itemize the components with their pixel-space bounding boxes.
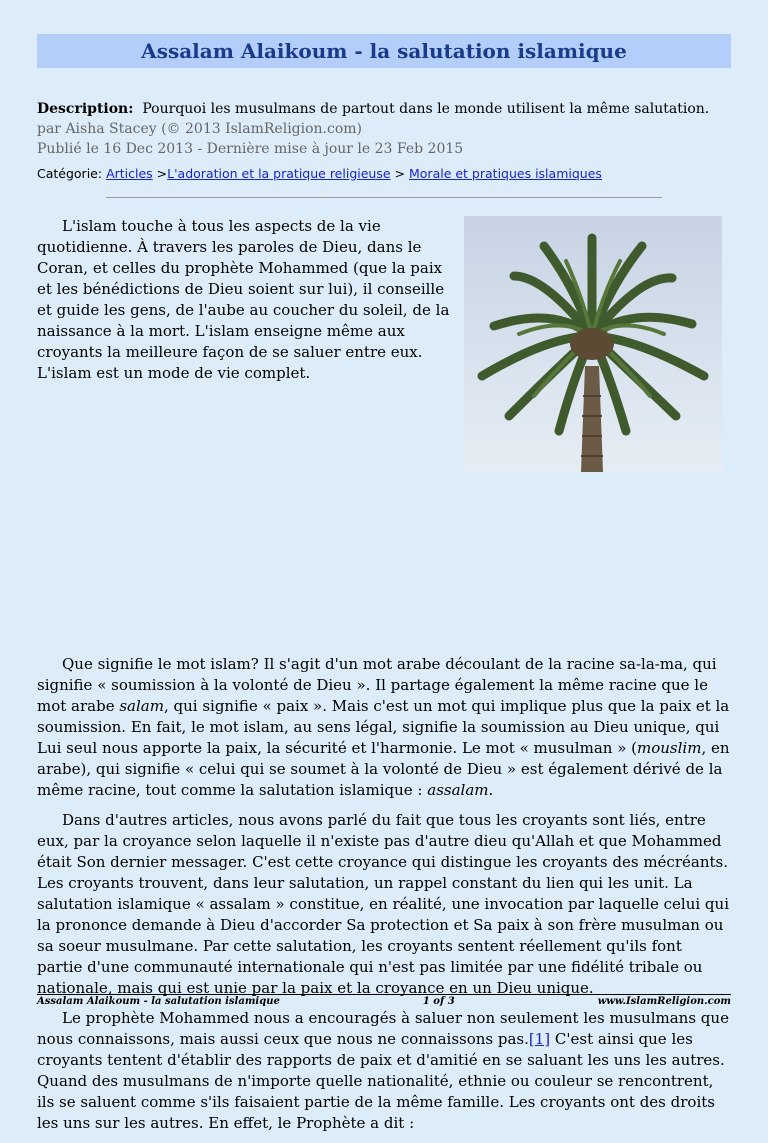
paragraph-2: Que signifie le mot islam? Il s'agit d'un mot arabe découlant de la racine sa-la-ma, qui signifie « soumission à la volonté de Dieu ». Il partage également la même racine que le mot arabe salam, qui signifie « paix ». Mais c'est un mot qui implique plus que la paix et la soumission. En fait, le mot islam, au sens légal, signifie la soumission au Dieu unique, qui Lui seul nous apporte la paix, la sécurité et l'harmonie. Le mot « musulman » (mouslim, en arabe), qui signifie « celui qui se soumet à la volonté de Dieu » est également dérivé de la même racine, tout comme la salutation islamique : assalam. — [37, 655, 730, 799]
paragraph-4: Le prophète Mohammed nous a encouragés à saluer non seulement les musulmans que nous connaissons, mais aussi ceux que nous ne connaissons pas.[1] C'est ainsi que les croyants tentent d'établir des rapports de paix et d'amitié en se saluant les uns les autres. Quand des musulmans de n'importe quelle nationalité, ethnie ou couleur se rencontrent, ils se saluent comme s'ils faisaient partie de la même famille. Les croyants ont des droits les uns sur les autres. En effet, le Prophète a dit : — [37, 1009, 729, 1132]
description-text: Pourquoi les musulmans de partout dans le monde utilisent la même salutation. — [142, 101, 710, 117]
description-label: Description: — [37, 101, 134, 117]
footer-divider — [37, 994, 731, 995]
footer-page-number: 1 of 3 — [422, 996, 455, 1007]
header-divider — [106, 197, 662, 198]
term-salam: salam — [119, 697, 164, 715]
article-meta — [37, 99, 737, 159]
breadcrumb-separator: > — [394, 166, 406, 181]
footer-site: www.IslamReligion.com — [597, 996, 731, 1007]
category-link-articles[interactable]: Articles — [106, 166, 153, 181]
category-label: Catégorie: — [37, 166, 103, 181]
byline: par Aisha Stacey (© 2013 IslamReligion.com) — [37, 121, 363, 137]
category-breadcrumb — [37, 165, 602, 183]
paragraph-1: L'islam touche à tous les aspects de la vie quotidienne. À travers les paroles de Dieu, dans le Coran, et celles du prophète Mohammed (que la paix et les bénédictions de Dieu soient sur lui), il conseille et guide les gens, de l'aube au coucher du soleil, de la naissance à la mort. L'islam enseigne même aux croyants la meilleure façon de se saluer entre eux. L'islam est un mode de vie complet. — [37, 217, 450, 382]
category-link-morale[interactable]: Morale et pratiques islamiques — [409, 166, 602, 181]
paragraph-3: Dans d'autres articles, nous avons parlé du fait que tous les croyants sont liés, entre eux, par la croyance selon laquelle il n'existe pas d'autre dieu qu'Allah et que Mohammed était Son dernier messager. C'est cette croyance qui distingue les croyants des mécréants. Les croyants trouvent, dans leur salutation, un rappel constant du lien qui les unit. La salutation islamique « assalam » constitue, en réalité, une invocation par laquelle celui qui la prononce demande à Dieu d'accorder Sa protection et Sa paix à son frère musulman ou sa soeur musulmane. Par cette salutation, les croyants sentent réellement qu'ils font partie d'une communauté internationale qui n'est pas limitée par une fidélité tribale ou nationale, mais qui est unie par la paix et la croyance en un Dieu unique. — [37, 811, 729, 997]
term-mouslim: mouslim — [637, 739, 702, 757]
page-footer — [37, 996, 731, 1007]
breadcrumb-separator: > — [156, 166, 168, 181]
published-date: Publié le 16 Dec 2013 - Dernière mise à jour le 23 Feb 2015 — [37, 141, 464, 157]
term-assalam: assalam — [427, 781, 489, 799]
title-bar — [37, 34, 731, 68]
description — [37, 99, 737, 119]
category-link-adoration[interactable]: L'adoration et la pratique religieuse — [167, 166, 391, 181]
footnote-link-1[interactable]: [1] — [528, 1030, 551, 1048]
footer-title: Assalam Alaikoum - la salutation islamique — [37, 996, 280, 1007]
page-title: Assalam Alaikoum - la salutation islamique — [141, 39, 627, 63]
